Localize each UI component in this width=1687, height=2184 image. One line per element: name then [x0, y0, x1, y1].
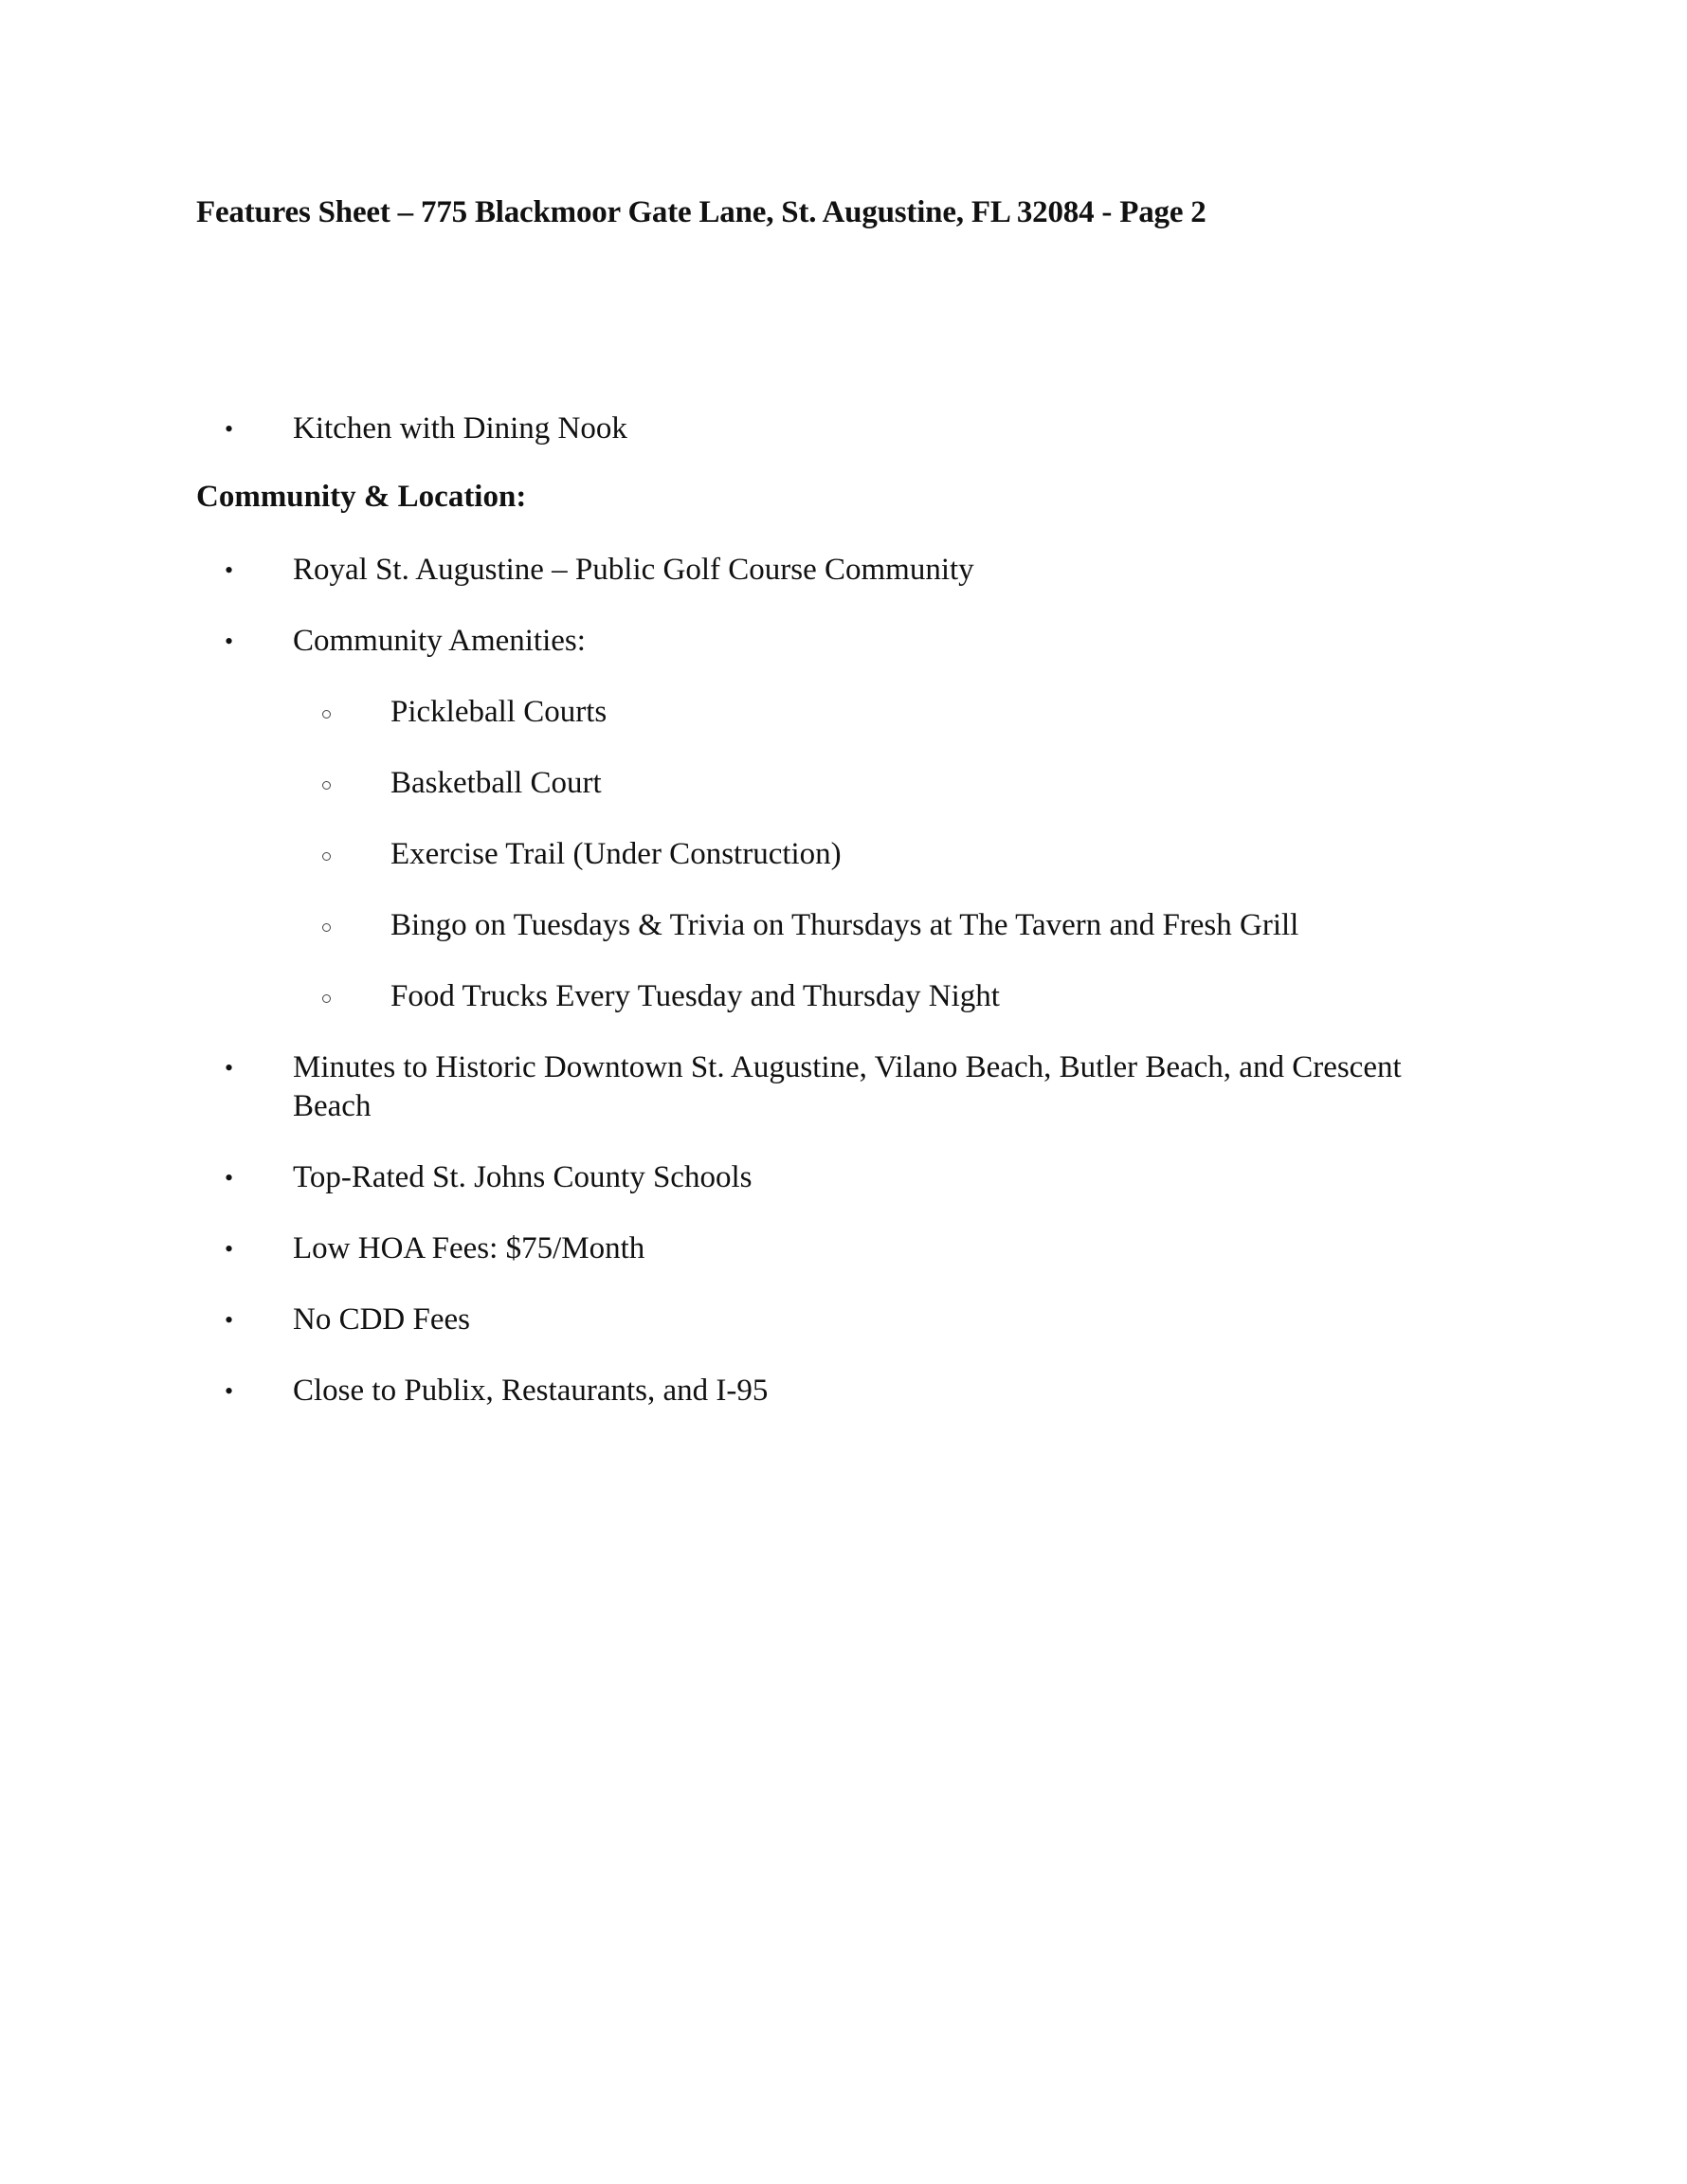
list-item-text: Close to Publix, Restaurants, and I-95: [293, 1374, 769, 1408]
bullet-icon: •: [225, 415, 234, 443]
hollow-bullet-icon: [322, 710, 331, 719]
list-item-text: Top-Rated St. Johns County Schools: [293, 1160, 753, 1194]
sub-list-item-text: Food Trucks Every Tuesday and Thursday Night: [390, 979, 1000, 1013]
document-title: Features Sheet – 775 Blackmoor Gate Lane, St. Augustine, FL 32084 - Page 2: [196, 195, 1206, 229]
list-item-text: Low HOA Fees: $75/Month: [293, 1231, 645, 1265]
list-item-text: Minutes to Historic Downtown St. Augustine, Vilano Beach, Butler Beach, and Crescent Beach: [293, 1050, 1402, 1123]
sub-list-item-text: Bingo on Tuesdays & Trivia on Thursdays at The Tavern and Fresh Grill: [390, 908, 1299, 942]
sub-list-item-text: Pickleball Courts: [390, 695, 608, 729]
sub-list-item-text: Exercise Trail (Under Construction): [390, 837, 842, 871]
section-heading: Community & Location:: [196, 480, 527, 514]
hollow-bullet-icon: [322, 923, 331, 932]
hollow-bullet-icon: [322, 781, 331, 790]
hollow-bullet-icon: [322, 852, 331, 861]
list-item-text: Royal St. Augustine – Public Golf Course Community: [293, 553, 974, 587]
list-item-text: No CDD Fees: [293, 1302, 470, 1337]
bullet-icon: •: [225, 1164, 234, 1192]
bullet-icon: •: [225, 628, 234, 655]
bullet-icon: •: [225, 1377, 234, 1405]
bullet-icon: •: [225, 1306, 234, 1334]
bullet-icon: •: [225, 1235, 234, 1263]
list-item-text: Kitchen with Dining Nook: [293, 411, 627, 446]
bullet-icon: •: [225, 556, 234, 584]
bullet-icon: •: [225, 1054, 234, 1082]
sub-list-item-text: Basketball Court: [390, 766, 602, 800]
list-item-text: Community Amenities:: [293, 624, 586, 658]
hollow-bullet-icon: [322, 994, 331, 1003]
